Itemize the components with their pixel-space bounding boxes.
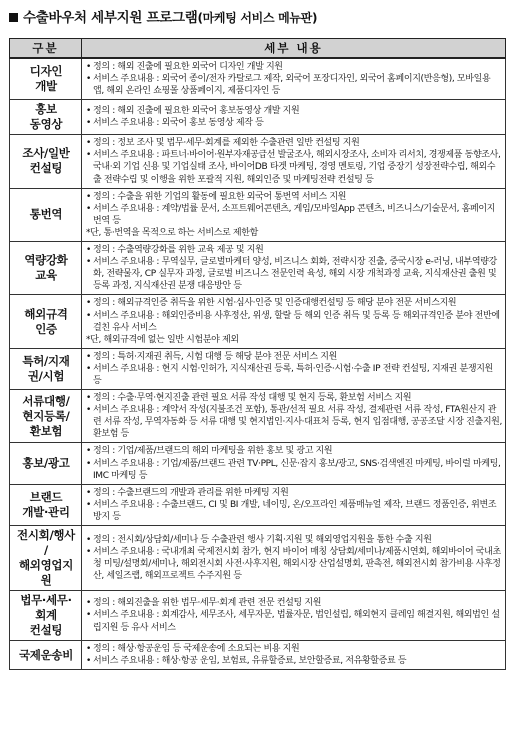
table-row [10, 443, 506, 484]
detail-item: • 서비스 주요내용 : 파트너·바이어·원부자재공급선 발굴조사, 해외시장조사, 소비자 리서치, 경쟁제품 동향조사, 국내·외 기업 신용 및 기업실태 조사, 바이어DB 타겟 마케팅, 경영 멘토링, 기업 중장기 성장전략수립, 해외수출 전략수립 및 이행을 위한 포괄적 지원, 해외인증 및 마케팅전략 컨설팅 등 [86, 149, 502, 185]
row-details [82, 58, 506, 100]
detail-item: • 서비스 주요내용 : 국내개최 국제전시회 참가, 현지 바이어 매칭 상담회/세미나/제품시연회, 해외바이어 국내초청 미팅/설명회/세미나, 해외전시회 사전·사후지원, 해외시장 산업설명회, 판촉전, 해외전시회 참가비용 사후정산, 세일즈랩, 해외프로젝트 수주지원 등 [86, 546, 502, 582]
square-bullet-icon [9, 13, 18, 22]
table-row [10, 591, 506, 641]
row-category: 특허/지재 권/시험 [10, 348, 82, 389]
row-category: 역량강화 교육 [10, 242, 82, 295]
support-program-table [9, 38, 506, 670]
table-row [10, 348, 506, 389]
table-body [10, 58, 506, 670]
detail-item: • 정의 : 해외진출을 위한 법무·세무·회계 관련 전문 컨설팅 지원 [86, 597, 502, 609]
detail-list [86, 244, 502, 292]
row-details [82, 443, 506, 484]
detail-item: • 서비스 주요내용 : 해외인증비용 사후정산, 위생, 할랄 등 해외 인증 취득 및 등록 등 해외규격인증 분야 전반에 걸친 유사 서비스 [86, 310, 502, 334]
table-header-row [10, 39, 506, 59]
detail-list [86, 445, 502, 481]
row-details [82, 188, 506, 241]
detail-item: • 정의 : 전시회/상담회/세미나 등 수출관련 행사 기획·지원 및 해외영업지원을 통한 수출 지원 [86, 534, 502, 546]
row-category: 조사/일반 컨설팅 [10, 135, 82, 188]
row-details [82, 100, 506, 135]
detail-item: • 서비스 주요내용 : 회계감사, 세무조사, 세무자문, 법률자문, 법인설립, 해외현지 클레임 해결지원, 해외법인 설립지원 등 유사 서비스 [86, 609, 502, 633]
detail-item: • 정의 : 해외규격인증 취득을 위한 시험·심사·인증 및 인증대행컨설팅 등 해당 분야 전문 서비스지원 [86, 297, 502, 309]
table-row [10, 100, 506, 135]
detail-list [86, 487, 502, 523]
table-row [10, 295, 506, 348]
detail-item: • 정의 : 특허·지재권 취득, 시험 대행 등 해당 분야 전문 서비스 지원 [86, 351, 502, 363]
detail-item: • 정의 : 수출브랜드의 개발과 관리를 위한 마케팅 지원 [86, 487, 502, 499]
row-category: 서류대행/ 현지등록/ 환보험 [10, 390, 82, 443]
row-details [82, 295, 506, 348]
row-category: 홍보/광고 [10, 443, 82, 484]
detail-list [86, 61, 502, 97]
row-category: 홍보 동영상 [10, 100, 82, 135]
detail-item: • 정의 : 해상·항공운임 등 국제운송에 소요되는 비용 지원 [86, 643, 502, 655]
page-title-sub: (마케팅 서비스 메뉴판) [197, 11, 318, 25]
detail-item: • 정의 : 수출·무역·현지진출 관련 필요 서류 작성 대행 및 현지 등록, 환보험 서비스 지원 [86, 392, 502, 404]
table-row [10, 135, 506, 188]
detail-list [86, 297, 502, 345]
header-details: 세부 내용 [82, 39, 506, 59]
detail-item: • 서비스 주요내용 : 수출브랜드, CI 및 BI 개발, 네이밍, 온/오프라인 제품매뉴얼 제작, 브랜드 정품인증, 위변조방지 등 [86, 499, 502, 523]
detail-item: • 서비스 주요내용 : 기업/제품/브랜드 관련 TV·PPL, 신문·잡지 홍보/광고, SNS·검색엔진 마케팅, 바이럴 마케팅, IMC 마케팅 등 [86, 458, 502, 482]
detail-item: • 서비스 주요내용 : 무역실무, 글로벌마케터 양성, 비즈니스 회화, 전략시장 진출, 중국시장 e-러닝, 내부역량강화, 전략물자, CP 실무자 과정, 글로벌 비즈니스 전문인력 육성, 해외 시장 개척과정 교육, 지식재산권 출원 및 등록 과정, 지식재산권 분쟁 대응방안 등 [86, 256, 502, 292]
detail-list [86, 597, 502, 633]
detail-item: • 정의 : 해외 진출에 필요한 외국어 홍보동영상 개발 지원 [86, 105, 502, 117]
detail-note: *단, 해외규격에 없는 일반 시험분야 제외 [86, 334, 239, 345]
detail-item: • 정의 : 기업/제품/브랜드의 해외 마케팅을 위한 홍보 및 광고 지원 [86, 445, 502, 457]
row-details [82, 641, 506, 670]
row-category: 국제운송비 [10, 641, 82, 670]
detail-list [86, 191, 502, 239]
detail-note: *단, 통·번역을 목적으로 하는 서비스로 제한함 [86, 227, 258, 238]
row-details [82, 390, 506, 443]
detail-list [86, 351, 502, 387]
detail-list [86, 392, 502, 440]
table-row [10, 242, 506, 295]
page-title [9, 6, 317, 26]
row-details [82, 348, 506, 389]
row-details [82, 135, 506, 188]
detail-list [86, 534, 502, 582]
detail-item: • 서비스 주요내용 : 현지 시험·인허가, 지식재산권 등록, 특허·인증·시험·수출 IP 전략 컨설팅, 지재권 분쟁지원 등 [86, 363, 502, 387]
row-details [82, 591, 506, 641]
detail-list [86, 643, 502, 667]
detail-item: • 서비스 주요내용 : 계약서 작성(지불조건 포함), 통관/선적 필요 서류 작성, 결제관련 서류 작성, FTA원산지 관련 서류 작성, 무역자동화 등 서류 대행 및 현지법인·지사·대표처 등록, 현지 입점대행, 공공조달 시장 진출지원, 환보험 등 [86, 404, 502, 440]
detail-item: • 서비스 주요내용 : 해상·항공 운임, 보험료, 유류할증료, 보안할증료, 저유황할증료 등 [86, 655, 502, 667]
detail-item: • 서비스 주요내용 : 계약/법률 문서, 소프트웨어콘텐츠, 게임/모바일App 콘텐츠, 비즈니스/기술문서, 홈페이지 번역 등 [86, 203, 502, 227]
detail-item: • 서비스 주요내용 : 외국어 홍보 동영상 제작 등 [86, 117, 502, 129]
table-row [10, 390, 506, 443]
detail-item: • 서비스 주요내용 : 외국어 종이/전자 카탈로그 제작, 외국어 포장디자인, 외국어 홈페이지(반응형), 모바일용 앱, 해외 온라인 쇼핑몰 상품페이지, 제품디자인 등 [86, 73, 502, 97]
detail-item: • 정의 : 정보 조사 및 법무·세무·회계를 제외한 수출관련 일반 컨설팅 지원 [86, 137, 502, 149]
header-category: 구분 [10, 39, 82, 59]
table-row [10, 188, 506, 241]
detail-item: • 정의 : 수출을 위한 기업의 활동에 필요한 외국어 통번역 서비스 지원 [86, 191, 502, 203]
page-title-main: 수출바우처 세부지원 프로그램 [23, 10, 198, 26]
row-details [82, 484, 506, 525]
row-category: 전시회/행사 / 해외영업지원 [10, 526, 82, 591]
table-row [10, 484, 506, 525]
table-row [10, 526, 506, 591]
row-category: 통번역 [10, 188, 82, 241]
detail-item: • 정의 : 수출역량강화를 위한 교육 제공 및 지원 [86, 244, 502, 256]
detail-list [86, 105, 502, 129]
row-details [82, 242, 506, 295]
row-category: 디자인 개발 [10, 58, 82, 100]
detail-item: • 정의 : 해외 진출에 필요한 외국어 디자인 개발 지원 [86, 61, 502, 73]
table-row [10, 58, 506, 100]
row-details [82, 526, 506, 591]
table-row [10, 641, 506, 670]
row-category: 해외규격 인증 [10, 295, 82, 348]
row-category: 브랜드 개발·관리 [10, 484, 82, 525]
detail-list [86, 137, 502, 185]
row-category: 법무·세무· 회계 컨설팅 [10, 591, 82, 641]
